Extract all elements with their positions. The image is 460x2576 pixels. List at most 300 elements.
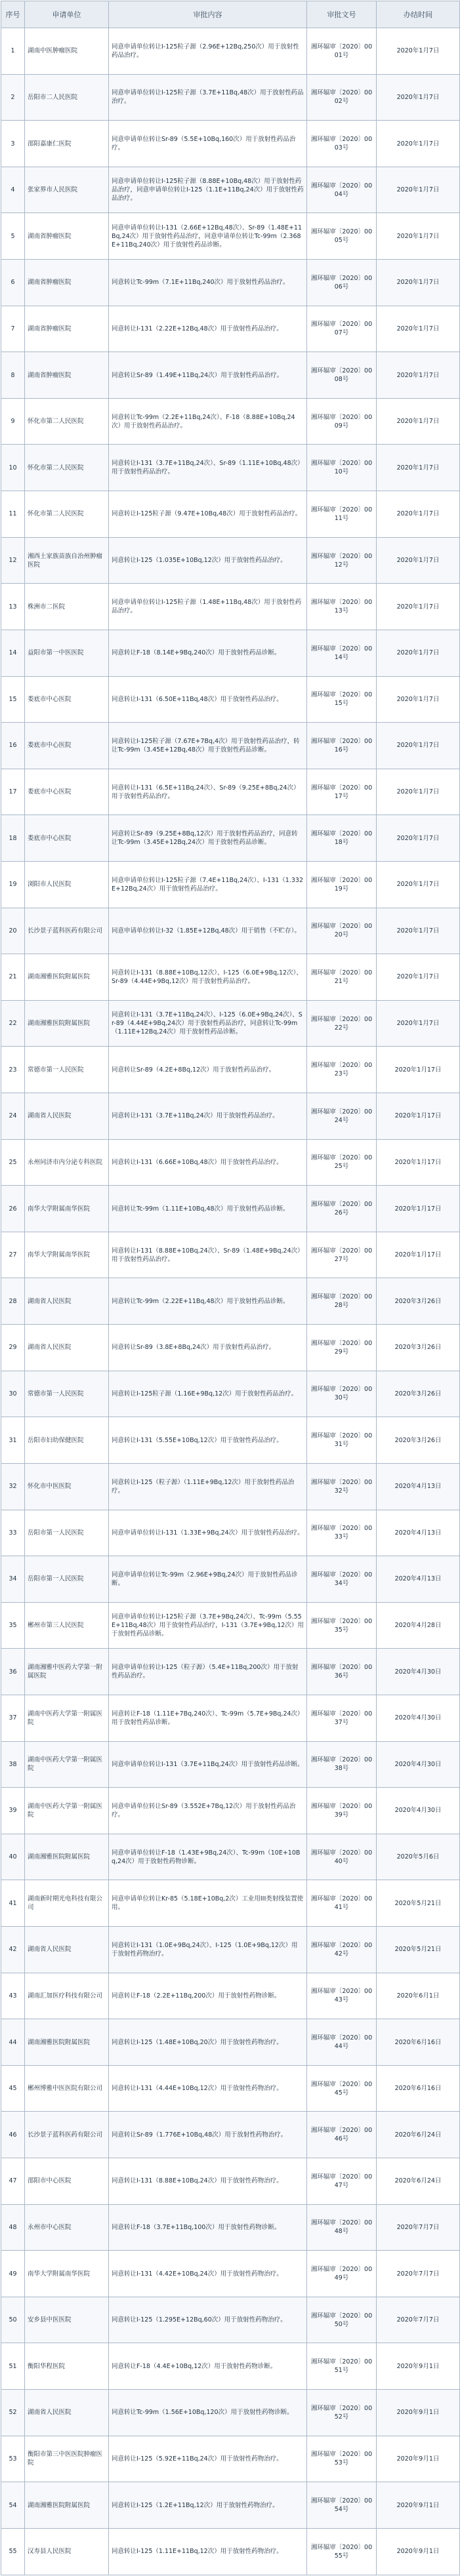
row-content: 同意转让I-131（6.50E+11Bq,48次）用于放射性药品治疗。 xyxy=(109,676,307,723)
header-date: 办结时间 xyxy=(377,1,460,28)
table-row xyxy=(1,306,460,352)
row-content: 同意转让Sr-89（9.25E+8Bq,12次）用于放射性药品治疗，同意转让Tc-99m（3.45E+12Bq,24次）用于放射性药品诊断。 xyxy=(109,815,307,862)
row-date: 2020年1月7日 xyxy=(377,1000,460,1047)
row-content: 同意转让F-18（3.7E+11Bq,100次）用于放射性药物诊断。 xyxy=(109,2204,307,2251)
row-doc: 湘环辐审〔2020〕0045号 xyxy=(307,2065,377,2112)
row-unit: 南华大学附属南华医院 xyxy=(25,1186,109,1232)
row-unit: 长沙景子蓝科医药有限公司 xyxy=(25,2112,109,2158)
row-unit: 郴州博雅中医医院有限公司 xyxy=(25,2065,109,2112)
row-no: 30 xyxy=(1,1371,25,1417)
row-no: 10 xyxy=(1,445,25,491)
row-doc: 湘环辐审〔2020〕0008号 xyxy=(307,352,377,399)
row-content: 同意转让I-125（1.295E+12Bq,60次）用于放射性药物治疗。 xyxy=(109,2297,307,2343)
row-date: 2020年9月1日 xyxy=(377,2343,460,2390)
row-date: 2020年1月7日 xyxy=(377,445,460,491)
row-date: 2020年9月1日 xyxy=(377,2482,460,2529)
row-doc: 湘环辐审〔2020〕0035号 xyxy=(307,1602,377,1649)
row-doc: 湘环辐审〔2020〕0016号 xyxy=(307,723,377,769)
table-row xyxy=(1,2065,460,2112)
row-unit: 湖南新时期光电科技有限公司 xyxy=(25,1880,109,1927)
row-doc: 湘环辐审〔2020〕0026号 xyxy=(307,1186,377,1232)
row-doc: 湘环辐审〔2020〕0022号 xyxy=(307,1000,377,1047)
row-date: 2020年1月7日 xyxy=(377,398,460,445)
row-doc: 湘环辐审〔2020〕0007号 xyxy=(307,306,377,352)
row-date: 2020年9月1日 xyxy=(377,2528,460,2575)
table-row xyxy=(1,1788,460,1834)
table-row xyxy=(1,1139,460,1186)
row-content: 同意申请单位转让I-131（1.33E+9Bq,24次）用于放射性药品治疗。 xyxy=(109,1510,307,1556)
row-no: 51 xyxy=(1,2343,25,2390)
row-date: 2020年1月7日 xyxy=(377,28,460,75)
table-row xyxy=(1,1973,460,2019)
row-content: 同意转让Tc-99m（2.2E+11Bq,24次）、F-18（8.88E+10Bq,24次）用于放射性药品治疗。 xyxy=(109,398,307,445)
row-unit: 衡阳市第三中医医院肿瘤医院 xyxy=(25,2436,109,2482)
row-doc: 湘环辐审〔2020〕0051号 xyxy=(307,2343,377,2390)
row-doc: 湘环辐审〔2020〕0050号 xyxy=(307,2297,377,2343)
row-unit: 常德市第一人民医院 xyxy=(25,1371,109,1417)
row-date: 2020年7月7日 xyxy=(377,2251,460,2297)
row-content: 同意转让I-131（3.7E+11Bq,24次）用于放射性药品治疗。 xyxy=(109,1093,307,1140)
row-no: 44 xyxy=(1,2019,25,2066)
table-row xyxy=(1,398,460,445)
row-doc: 湘环辐审〔2020〕0011号 xyxy=(307,491,377,538)
row-no: 41 xyxy=(1,1880,25,1927)
row-no: 39 xyxy=(1,1788,25,1834)
row-unit: 益阳市第一中医医院 xyxy=(25,630,109,676)
row-unit: 张家界市人民医院 xyxy=(25,167,109,213)
table-row xyxy=(1,2436,460,2482)
row-content: 同意转让Sr-89（1.776E+10Bq,48次）用于放射性药物治疗。 xyxy=(109,2112,307,2158)
table-row xyxy=(1,445,460,491)
row-no: 38 xyxy=(1,1741,25,1788)
row-date: 2020年9月1日 xyxy=(377,2390,460,2436)
row-doc: 湘环辐审〔2020〕0043号 xyxy=(307,1973,377,2019)
row-unit: 南华大学附属南华医院 xyxy=(25,1232,109,1278)
row-no: 36 xyxy=(1,1649,25,1695)
row-date: 2020年1月7日 xyxy=(377,121,460,167)
row-content: 同意转让I-131（3.7E+11Bq,24次）、I-125（6.0E+9Bq,24次）、Sr-89（4.44E+9Bq,24次）用于放射性药品治疗，同意转让Tc-99m（1.11E+12Bq,24次）用于放射性药品诊断。 xyxy=(109,1000,307,1047)
row-no: 42 xyxy=(1,1926,25,1973)
row-date: 2020年1月17日 xyxy=(377,1232,460,1278)
row-doc: 湘环辐审〔2020〕0033号 xyxy=(307,1510,377,1556)
row-doc: 湘环辐审〔2020〕0027号 xyxy=(307,1232,377,1278)
row-no: 31 xyxy=(1,1417,25,1464)
row-no: 25 xyxy=(1,1139,25,1186)
table-row xyxy=(1,861,460,908)
row-unit: 邵阳嘉康仁医院 xyxy=(25,121,109,167)
row-date: 2020年4月30日 xyxy=(377,1788,460,1834)
table-row xyxy=(1,260,460,306)
row-unit: 湖南湘雅医院附属医院 xyxy=(25,1834,109,1880)
row-no: 53 xyxy=(1,2436,25,2482)
row-content: 同意转让F-18（8.14E+9Bq,240次）用于放射性药品诊断。 xyxy=(109,630,307,676)
row-unit: 怀化市第二人民医院 xyxy=(25,398,109,445)
row-content: 同意转让I-131（4.44E+10Bq,12次）用于放射性药物治疗。 xyxy=(109,2065,307,2112)
header-doc: 审批文号 xyxy=(307,1,377,28)
row-no: 45 xyxy=(1,2065,25,2112)
row-content: 同意转让Tc-99m（1.56E+10Bq,120次）用于放射性药物诊断。 xyxy=(109,2390,307,2436)
row-date: 2020年4月30日 xyxy=(377,1649,460,1695)
row-doc: 湘环辐审〔2020〕0028号 xyxy=(307,1278,377,1325)
row-no: 29 xyxy=(1,1325,25,1371)
row-content: 同意转让I-125（粒子源）（1.11E+9Bq,12次）用于放射性药品治疗。 xyxy=(109,1463,307,1510)
row-no: 33 xyxy=(1,1510,25,1556)
row-no: 22 xyxy=(1,1000,25,1047)
row-date: 2020年1月7日 xyxy=(377,167,460,213)
row-doc: 湘环辐审〔2020〕0039号 xyxy=(307,1788,377,1834)
row-unit: 永州市中心医院 xyxy=(25,2204,109,2251)
table-row xyxy=(1,213,460,260)
row-no: 8 xyxy=(1,352,25,399)
table-row xyxy=(1,121,460,167)
row-no: 4 xyxy=(1,167,25,213)
row-unit: 湖南省肿瘤医院 xyxy=(25,352,109,399)
row-content: 同意转让I-131（8.88E+10Bq,24次）用于放射性药物治疗。 xyxy=(109,2158,307,2205)
row-date: 2020年6月24日 xyxy=(377,2158,460,2205)
table-row xyxy=(1,1834,460,1880)
row-date: 2020年1月7日 xyxy=(377,537,460,584)
row-unit: 长沙景子蓝科医药有限公司 xyxy=(25,908,109,954)
row-doc: 湘环辐审〔2020〕0036号 xyxy=(307,1649,377,1695)
row-date: 2020年4月13日 xyxy=(377,1556,460,1603)
table-row xyxy=(1,491,460,538)
table-row xyxy=(1,74,460,121)
table-row xyxy=(1,167,460,213)
row-doc: 湘环辐审〔2020〕0042号 xyxy=(307,1926,377,1973)
table-row xyxy=(1,2112,460,2158)
table-row xyxy=(1,1880,460,1927)
row-unit: 怀化市第二人民医院 xyxy=(25,445,109,491)
row-unit: 岳阳市第一人民医院 xyxy=(25,1556,109,1603)
row-no: 50 xyxy=(1,2297,25,2343)
row-no: 2 xyxy=(1,74,25,121)
row-doc: 湘环辐审〔2020〕0023号 xyxy=(307,1047,377,1093)
row-content: 同意转让I-131（8.88E+10Bq,12次）、I-125（6.0E+9Bq,12次）、Sr-89（4.44E+9Bq,12次）用于放射性药品治疗。 xyxy=(109,954,307,1001)
row-content: 同意转让F-18（2.2E+11Bq,200次）用于放射性药物诊断。 xyxy=(109,1973,307,2019)
row-unit: 湖南湘雅医院附属医院 xyxy=(25,954,109,1001)
row-content: 同意申请单位转让I-125粒子源（7.4E+11Bq,24次）、I-131（1.332E+12Bq,24次）用于放射性药品治疗。 xyxy=(109,861,307,908)
row-content: 同意转让F-18（4.4E+10Bq,12次）用于放射性药物诊断。 xyxy=(109,2343,307,2390)
row-doc: 湘环辐审〔2020〕0031号 xyxy=(307,1417,377,1464)
row-unit: 邵阳市中心医院 xyxy=(25,2158,109,2205)
row-doc: 湘环辐审〔2020〕0048号 xyxy=(307,2204,377,2251)
table-row xyxy=(1,1602,460,1649)
row-no: 49 xyxy=(1,2251,25,2297)
row-date: 2020年3月26日 xyxy=(377,1371,460,1417)
row-no: 52 xyxy=(1,2390,25,2436)
row-content: 同意转让I-131（6.66E+10Bq,48次）用于放射性药品治疗。 xyxy=(109,1139,307,1186)
row-date: 2020年1月7日 xyxy=(377,584,460,630)
row-content: 同意申请单位转让I-125（粒子源）（5.4E+11Bq,200次）用于放射性药品治疗。 xyxy=(109,1649,307,1695)
row-unit: 湖南中医药大学第一附属医院 xyxy=(25,1788,109,1834)
table-row xyxy=(1,908,460,954)
row-unit: 湖南省人民医院 xyxy=(25,1278,109,1325)
row-date: 2020年1月17日 xyxy=(377,1093,460,1140)
table-row xyxy=(1,676,460,723)
row-date: 2020年1月17日 xyxy=(377,1186,460,1232)
row-unit: 娄底市中心医院 xyxy=(25,769,109,815)
row-no: 15 xyxy=(1,676,25,723)
row-no: 16 xyxy=(1,723,25,769)
row-date: 2020年7月7日 xyxy=(377,2297,460,2343)
row-doc: 湘环辐审〔2020〕0049号 xyxy=(307,2251,377,2297)
row-doc: 湘环辐审〔2020〕0002号 xyxy=(307,74,377,121)
row-no: 3 xyxy=(1,121,25,167)
row-doc: 湘环辐审〔2020〕0009号 xyxy=(307,398,377,445)
row-no: 1 xyxy=(1,28,25,75)
row-unit: 湖南中医药大学第一附属医院 xyxy=(25,1741,109,1788)
table-row xyxy=(1,1741,460,1788)
row-doc: 湘环辐审〔2020〕0054号 xyxy=(307,2482,377,2529)
row-unit: 湖南省人民医院 xyxy=(25,1325,109,1371)
row-no: 37 xyxy=(1,1695,25,1741)
row-no: 14 xyxy=(1,630,25,676)
row-date: 2020年3月26日 xyxy=(377,1417,460,1464)
table-row xyxy=(1,1371,460,1417)
row-unit: 永州同济市内分泌专科医院 xyxy=(25,1139,109,1186)
row-unit: 怀化市中医医院 xyxy=(25,1463,109,1510)
row-doc: 湘环辐审〔2020〕0018号 xyxy=(307,815,377,862)
row-no: 24 xyxy=(1,1093,25,1140)
row-no: 13 xyxy=(1,584,25,630)
row-content: 同意转让I-125（1.2E+11Bq,12次）用于放射性药物治疗。 xyxy=(109,2482,307,2529)
row-content: 同意申请单位转让I-131（2.66E+12Bq,48次）、Sr-89（1.48E+11Bq,24次）用于放射性药品治疗，同意申请单位转让Tc-99m（2.368E+11Bq,240次）用于放射性药品诊断。 xyxy=(109,213,307,260)
row-unit: 湖南湘雅医院附属医院 xyxy=(25,1000,109,1047)
row-date: 2020年6月24日 xyxy=(377,2112,460,2158)
row-unit: 南华大学附属南华医院 xyxy=(25,2251,109,2297)
row-content: 同意转让Tc-99m（2.22E+11Bq,48次）用于放射性药品诊断。 xyxy=(109,1278,307,1325)
row-content: 同意转让I-131（1.0E+9Bq,24次）、I-125（1.0E+9Bq,12次）用于放射性药物治疗。 xyxy=(109,1926,307,1973)
row-content: 同意转让I-125（1.11E+11Bq,12次）用于放射性药物治疗。 xyxy=(109,2528,307,2575)
row-no: 21 xyxy=(1,954,25,1001)
table-row xyxy=(1,2204,460,2251)
row-doc: 湘环辐审〔2020〕0010号 xyxy=(307,445,377,491)
row-doc: 湘环辐审〔2020〕0055号 xyxy=(307,2528,377,2575)
table-row xyxy=(1,584,460,630)
row-doc: 湘环辐审〔2020〕0020号 xyxy=(307,908,377,954)
row-content: 同意转让I-131（3.7E+11Bq,24次）、Sr-89（1.11E+10Bq,48次）用于放射性药品治疗。 xyxy=(109,445,307,491)
row-content: 同意申请单位转让I-32（1.85E+12Bq,48次）用于销售（不贮存）。 xyxy=(109,908,307,954)
table-row xyxy=(1,1463,460,1510)
row-date: 2020年1月7日 xyxy=(377,352,460,399)
row-unit: 郴州市第三人民医院 xyxy=(25,1602,109,1649)
row-date: 2020年1月7日 xyxy=(377,769,460,815)
row-content: 同意申请单位转让Sr-89（3.552E+7Bq,12次）用于放射性药品治疗。 xyxy=(109,1788,307,1834)
row-no: 26 xyxy=(1,1186,25,1232)
row-content: 同意申请单位转让Sr-89（5.5E+10Bq,160次）用于放射性药品治疗。 xyxy=(109,121,307,167)
table-row xyxy=(1,1047,460,1093)
row-date: 2020年4月13日 xyxy=(377,1463,460,1510)
row-unit: 湖南省肿瘤医院 xyxy=(25,260,109,306)
row-doc: 湘环辐审〔2020〕0024号 xyxy=(307,1093,377,1140)
table-row xyxy=(1,1278,460,1325)
row-unit: 岳阳市妇幼保健医院 xyxy=(25,1417,109,1464)
row-no: 40 xyxy=(1,1834,25,1880)
table-row xyxy=(1,2297,460,2343)
row-unit: 湖南省人民医院 xyxy=(25,1926,109,1973)
row-doc: 湘环辐审〔2020〕0001号 xyxy=(307,28,377,75)
row-unit: 湖南省肿瘤医院 xyxy=(25,306,109,352)
row-content: 同意转让Sr-89（4.2E+8Bq,12次）用于放射性药品治疗。 xyxy=(109,1047,307,1093)
row-date: 2020年1月7日 xyxy=(377,861,460,908)
row-no: 20 xyxy=(1,908,25,954)
row-content: 同意申请单位转让I-125粒子源（3.7E+9Bq,24次）、Tc-99m（5.55E+11Bq,48次）用于放射性药品治疗，I-131（3.7E+9Bq,12次）用于放射性药品诊断。 xyxy=(109,1602,307,1649)
header-content: 审批内容 xyxy=(109,1,307,28)
table-row xyxy=(1,1695,460,1741)
row-no: 54 xyxy=(1,2482,25,2529)
row-no: 12 xyxy=(1,537,25,584)
row-content: 同意转让I-131（5.55E+10Bq,12次）用于放射性药品治疗。 xyxy=(109,1417,307,1464)
row-unit: 常德市第一人民医院 xyxy=(25,1047,109,1093)
row-doc: 湘环辐审〔2020〕0014号 xyxy=(307,630,377,676)
row-no: 55 xyxy=(1,2528,25,2575)
table-row xyxy=(1,1926,460,1973)
row-content: 同意申请单位转让I-125粒子源（3.7E+11Bq,48次）用于放射性药品治疗。 xyxy=(109,74,307,121)
row-content: 同意转让I-125（1.48E+10Bq,20次）用于放射性药物治疗。 xyxy=(109,2019,307,2066)
table-row xyxy=(1,2019,460,2066)
row-content: 同意转让I-125粒子源（9.47E+10Bq,48次）用于放射性药品治疗。 xyxy=(109,491,307,538)
row-date: 2020年1月7日 xyxy=(377,491,460,538)
row-unit: 株洲市二医院 xyxy=(25,584,109,630)
row-date: 2020年1月17日 xyxy=(377,1139,460,1186)
row-doc: 湘环辐审〔2020〕0019号 xyxy=(307,861,377,908)
table-row xyxy=(1,2390,460,2436)
row-content: 同意转让F-18（1.11E+7Bq,240次）、Tc-99m（5.7E+9Bq,24次）用于放射性药品诊断。 xyxy=(109,1695,307,1741)
row-unit: 浏阳市人民医院 xyxy=(25,861,109,908)
row-date: 2020年6月1日 xyxy=(377,1973,460,2019)
row-date: 2020年4月30日 xyxy=(377,1741,460,1788)
row-doc: 湘环辐审〔2020〕0006号 xyxy=(307,260,377,306)
row-date: 2020年1月17日 xyxy=(377,1047,460,1093)
table-row xyxy=(1,630,460,676)
row-unit: 湖南省人民医院 xyxy=(25,2390,109,2436)
row-date: 2020年1月7日 xyxy=(377,74,460,121)
row-content: 同意转让I-125粒子源（1.16E+9Bq,12次）用于放射性药品治疗。 xyxy=(109,1371,307,1417)
table-row xyxy=(1,1325,460,1371)
row-date: 2020年3月26日 xyxy=(377,1325,460,1371)
row-content: 同意转让I-125粒子源（7.67E+7Bq,4次）用于放射性药品治疗，转让Tc-99m（3.45E+12Bq,48次）用于放射性药品诊断。 xyxy=(109,723,307,769)
row-no: 47 xyxy=(1,2158,25,2205)
row-unit: 汉寿县人民医院 xyxy=(25,2528,109,2575)
row-unit: 湖南省肿瘤医院 xyxy=(25,213,109,260)
table-row xyxy=(1,2343,460,2390)
table-row xyxy=(1,2251,460,2297)
table-body xyxy=(1,28,460,2575)
row-doc: 湘环辐审〔2020〕0003号 xyxy=(307,121,377,167)
row-unit: 湖南省人民医院 xyxy=(25,1093,109,1140)
table-row xyxy=(1,954,460,1001)
row-no: 28 xyxy=(1,1278,25,1325)
table-header-row xyxy=(1,1,460,28)
row-date: 2020年5月21日 xyxy=(377,1880,460,1927)
row-date: 2020年1月7日 xyxy=(377,260,460,306)
row-doc: 湘环辐审〔2020〕0034号 xyxy=(307,1556,377,1603)
table-row xyxy=(1,28,460,75)
row-doc: 湘环辐审〔2020〕0017号 xyxy=(307,769,377,815)
table-row xyxy=(1,1093,460,1140)
row-unit: 娄底市中心医院 xyxy=(25,676,109,723)
row-doc: 湘环辐审〔2020〕0044号 xyxy=(307,2019,377,2066)
table-row xyxy=(1,723,460,769)
row-content: 同意申请单位转让Kr-85（5.18E+10Bq,2次）工业用III类射线装置使用。 xyxy=(109,1880,307,1927)
row-doc: 湘环辐审〔2020〕0038号 xyxy=(307,1741,377,1788)
row-date: 2020年7月7日 xyxy=(377,2204,460,2251)
row-date: 2020年1月7日 xyxy=(377,676,460,723)
row-no: 18 xyxy=(1,815,25,862)
row-no: 11 xyxy=(1,491,25,538)
table-row xyxy=(1,1510,460,1556)
row-date: 2020年3月26日 xyxy=(377,1278,460,1325)
row-unit: 衡阳华程医院 xyxy=(25,2343,109,2390)
row-unit: 怀化市第二人民医院 xyxy=(25,491,109,538)
row-date: 2020年5月6日 xyxy=(377,1834,460,1880)
table-row xyxy=(1,1000,460,1047)
row-content: 同意申请单位转让I-125粒子源（8.88E+10Bq,48次）用于放射性药品治疗，同意申请单位转让I-125（1.1E+11Bq,24次）用于放射性药品治疗。 xyxy=(109,167,307,213)
row-unit: 娄底市中心医院 xyxy=(25,815,109,862)
row-content: 同意申请单位转让Tc-99m（2.96E+9Bq,24次）用于放射性药品诊断。 xyxy=(109,1556,307,1603)
row-content: 同意转让I-131（2.22E+12Bq,48次）用于放射性药品治疗。 xyxy=(109,306,307,352)
row-date: 2020年4月13日 xyxy=(377,1510,460,1556)
row-unit: 岳阳市第一人民医院 xyxy=(25,1510,109,1556)
row-doc: 湘环辐审〔2020〕0015号 xyxy=(307,676,377,723)
table-row xyxy=(1,2158,460,2205)
row-date: 2020年5月21日 xyxy=(377,1926,460,1973)
row-unit: 岳阳市二人民医院 xyxy=(25,74,109,121)
table-row xyxy=(1,769,460,815)
row-doc: 湘环辐审〔2020〕0053号 xyxy=(307,2436,377,2482)
row-no: 43 xyxy=(1,1973,25,2019)
row-content: 同意转让I-125（1.035E+10Bq,12次）用于放射性药品治疗。 xyxy=(109,537,307,584)
row-content: 同意申请单位转让F-18（1.43E+9Bq,24次）、Tc-99m（10E+10Bq,24次）用于放射性药物诊断。 xyxy=(109,1834,307,1880)
row-unit: 湖南湘雅中医药大学第一附属医院 xyxy=(25,1649,109,1695)
table-row xyxy=(1,2528,460,2575)
row-no: 7 xyxy=(1,306,25,352)
table-row xyxy=(1,537,460,584)
row-no: 19 xyxy=(1,861,25,908)
row-doc: 湘环辐审〔2020〕0052号 xyxy=(307,2390,377,2436)
row-date: 2020年6月16日 xyxy=(377,2019,460,2066)
table-row xyxy=(1,1232,460,1278)
table-row xyxy=(1,815,460,862)
row-date: 2020年1月7日 xyxy=(377,954,460,1001)
row-no: 23 xyxy=(1,1047,25,1093)
row-date: 2020年4月30日 xyxy=(377,1695,460,1741)
row-doc: 湘环辐审〔2020〕0012号 xyxy=(307,537,377,584)
row-date: 2020年1月7日 xyxy=(377,908,460,954)
row-content: 同意转让Sr-89（1.49E+11Bq,24次）用于放射性药品治疗。 xyxy=(109,352,307,399)
header-no: 序号 xyxy=(1,1,25,28)
row-date: 2020年6月16日 xyxy=(377,2065,460,2112)
row-date: 2020年1月7日 xyxy=(377,630,460,676)
row-unit: 湖南湘雅医院附属医院 xyxy=(25,2482,109,2529)
row-no: 46 xyxy=(1,2112,25,2158)
row-unit: 安乡县中医医院 xyxy=(25,2297,109,2343)
row-doc: 湘环辐审〔2020〕0029号 xyxy=(307,1325,377,1371)
row-content: 同意转让I-131（4.42E+10Bq,24次）用于放射性药物治疗。 xyxy=(109,2251,307,2297)
row-date: 2020年9月1日 xyxy=(377,2436,460,2482)
table-row xyxy=(1,1186,460,1232)
row-content: 同意转让I-131（6.5E+11Bq,24次）、Sr-89（9.25E+8Bq,24次）用于放射性药品治疗。 xyxy=(109,769,307,815)
row-unit: 湖南湘雅医院附属医院 xyxy=(25,2019,109,2066)
row-date: 2020年1月7日 xyxy=(377,815,460,862)
row-no: 5 xyxy=(1,213,25,260)
row-no: 17 xyxy=(1,769,25,815)
row-unit: 娄底市中心医院 xyxy=(25,723,109,769)
table-row xyxy=(1,2482,460,2529)
row-content: 同意转让I-131（8.88E+10Bq,24次）、Sr-89（1.48E+9Bq,24次）用于放射性药品治疗。 xyxy=(109,1232,307,1278)
row-no: 9 xyxy=(1,398,25,445)
row-no: 34 xyxy=(1,1556,25,1603)
